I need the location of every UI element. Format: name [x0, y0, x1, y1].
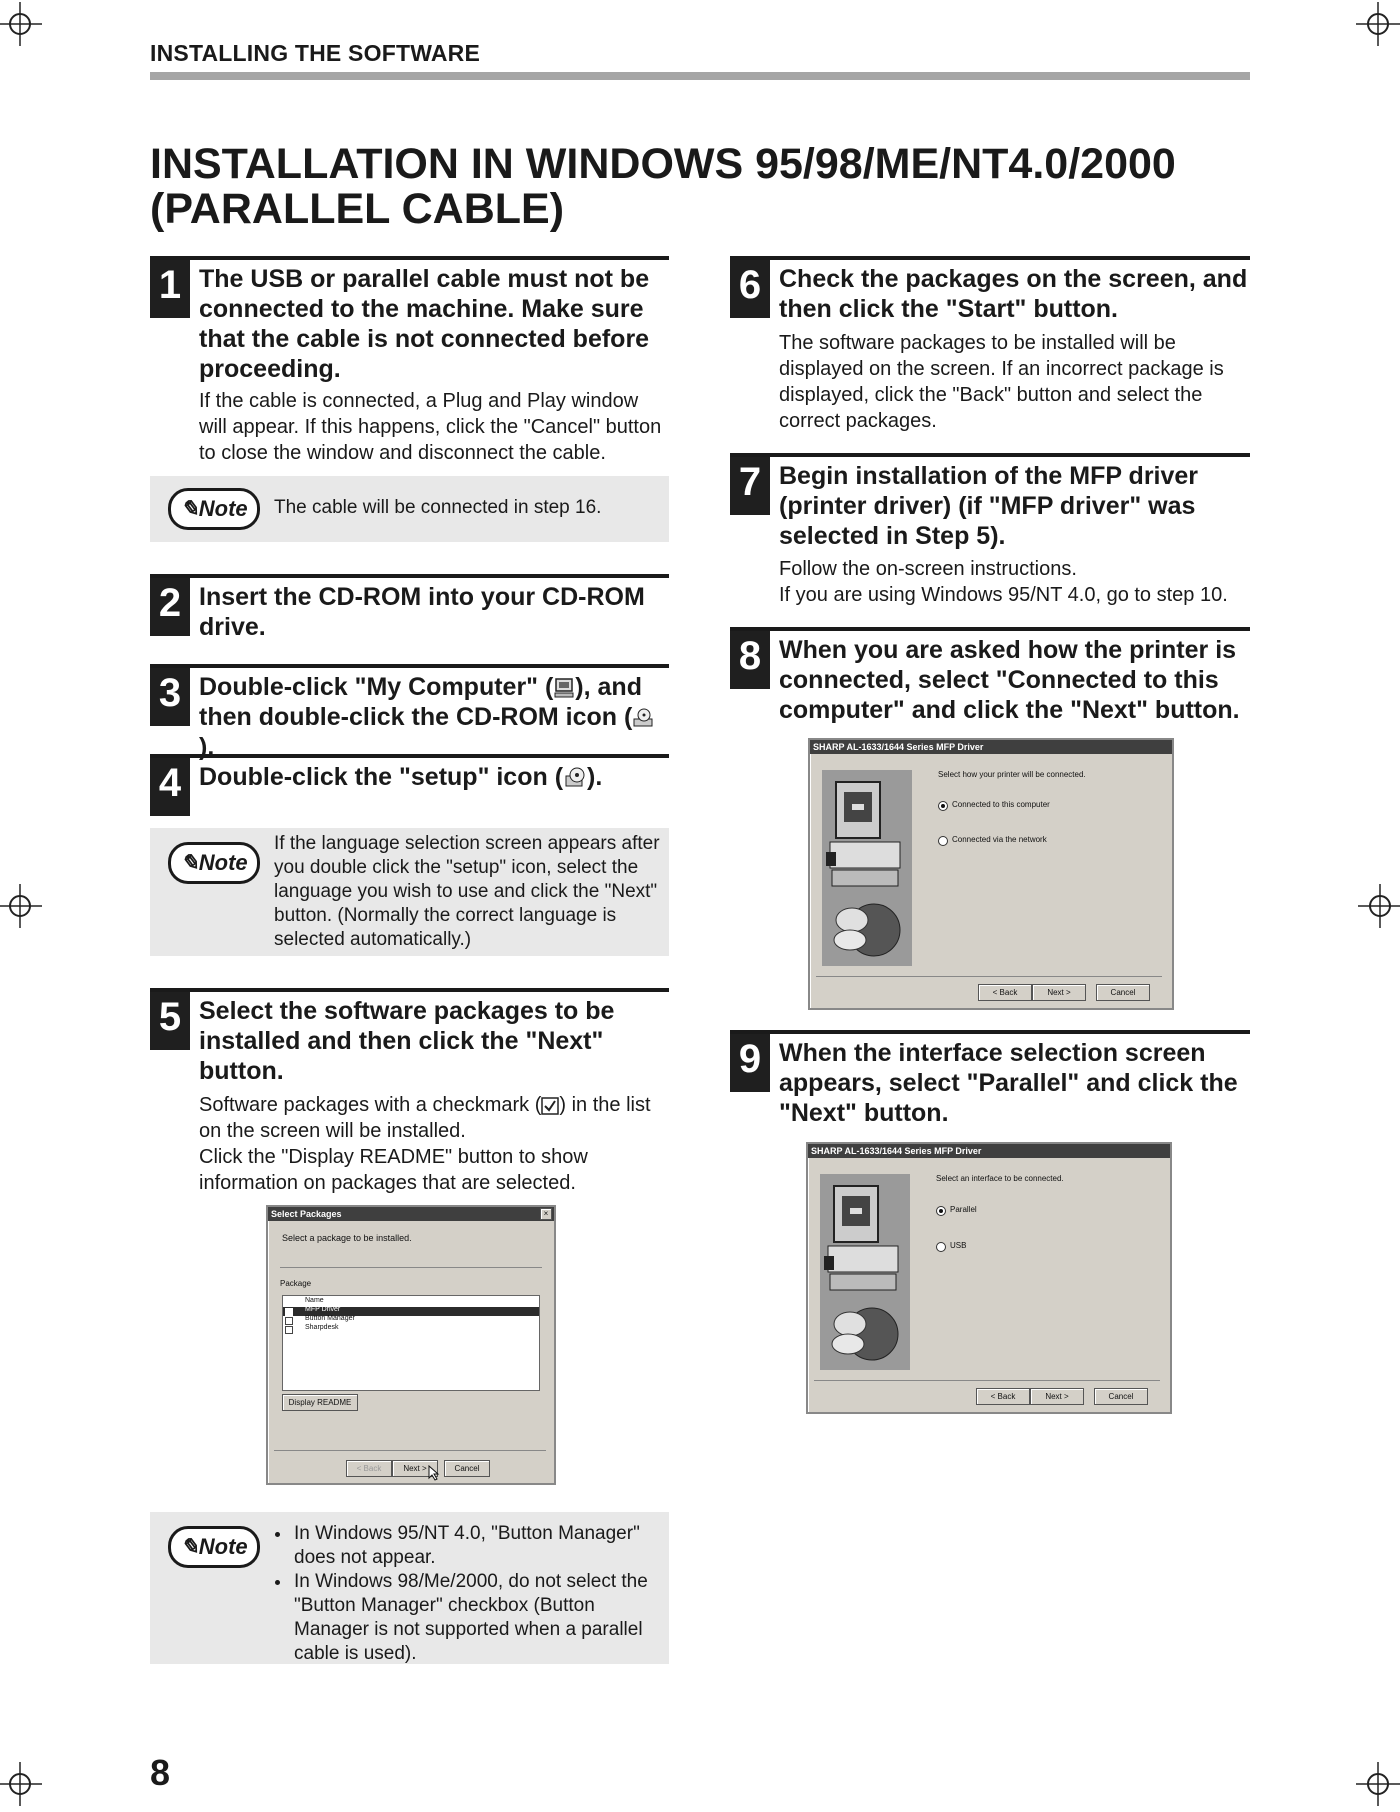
note-text: The cable will be connected in step 16.	[274, 497, 602, 518]
package-item: Sharpdesk	[305, 1324, 339, 1331]
step-number: 7	[730, 457, 770, 515]
step-heading: When you are asked how the printer is connected, select "Connected to this computer" and click the "Next" button.	[779, 636, 1240, 724]
registration-mark-icon	[0, 1762, 42, 1806]
step-body: The software packages to be installed will be displayed on the screen. If an incorrect package is displayed, click the "Back" button and select the correct packages.	[779, 332, 1224, 432]
window-titlebar	[808, 1144, 1170, 1158]
package-column-header: Name	[305, 1297, 324, 1304]
step-heading: When the interface selection screen appears, select "Parallel" and click the "Next" button.	[779, 1039, 1238, 1127]
step-9	[730, 1030, 1250, 1134]
step-body-part: ) in the list on the screen will be installed.	[199, 1094, 651, 1142]
step-heading: Insert the CD-ROM into your CD-ROM drive.	[199, 583, 645, 641]
step-body	[779, 556, 1250, 608]
registration-mark-icon	[0, 2, 42, 46]
note-bullet: • In Windows 95/NT 4.0, "Button Manager" does not appear.	[292, 1522, 663, 1570]
window-titlebar	[268, 1207, 554, 1221]
step-number: 9	[730, 1034, 770, 1092]
note-text: If the language selection screen appears after you double click the "setup" icon, select the language you wish to use and click the "Next" button. (Normally the correct language is selected automatically.)	[274, 833, 660, 950]
radio-label: USB	[950, 1241, 967, 1250]
step-heading	[199, 672, 669, 762]
step-number: 8	[730, 631, 770, 689]
package-list[interactable]	[282, 1295, 540, 1391]
note-badge	[168, 488, 260, 530]
step-body-part: If you are using Windows 95/NT 4.0, go to step 10.	[779, 584, 1228, 606]
printer-computer-image	[820, 1174, 910, 1370]
page-number: 8	[150, 1752, 171, 1793]
page-title-line1: INSTALLATION IN WINDOWS 95/98/ME/NT4.0/2000	[150, 140, 1176, 188]
close-button[interactable]: ×	[540, 1208, 552, 1220]
next-button[interactable]: Next >	[1030, 1388, 1084, 1405]
header-rule	[150, 72, 1250, 80]
registration-mark-icon	[1358, 884, 1400, 928]
radio-usb[interactable]	[936, 1242, 946, 1252]
step-heading-part: Double-click the "setup" icon (	[199, 763, 564, 791]
my-computer-icon	[553, 677, 575, 699]
note-label: Note	[198, 850, 248, 875]
step-body	[199, 1092, 669, 1196]
radio-connected-via-network[interactable]	[938, 836, 948, 846]
step-3	[150, 664, 669, 761]
package-item: Button Manager	[305, 1315, 355, 1322]
step-number: 2	[150, 578, 190, 636]
step-body-part: Software packages with a checkmark (	[199, 1094, 542, 1116]
radio-connected-to-this-computer[interactable]	[938, 801, 948, 811]
radio-label: Connected to this computer	[952, 800, 1050, 809]
step-heading-part: ).	[587, 763, 603, 791]
packages-prompt: Select a package to be installed.	[282, 1233, 412, 1243]
step-2	[150, 574, 669, 640]
registration-mark-icon	[1356, 2, 1400, 46]
step-heading: Begin installation of the MFP driver (printer driver) (if "MFP driver" was selected in Step 5).	[779, 462, 1199, 550]
note-badge	[168, 842, 260, 884]
divider	[814, 1380, 1160, 1381]
registration-mark-icon	[0, 884, 42, 928]
back-button[interactable]: < Back	[976, 1388, 1030, 1405]
step-heading: Select the software packages to be installed and then click the "Next" button.	[199, 997, 615, 1085]
step-heading: Check the packages on the screen, and then click the "Start" button.	[779, 265, 1248, 323]
package-checkbox[interactable]	[285, 1326, 293, 1334]
step-number: 5	[150, 992, 190, 1050]
interface-screenshot	[806, 1142, 1172, 1414]
package-item: MFP Driver	[305, 1306, 341, 1313]
window-title: Select Packages	[271, 1209, 342, 1219]
package-group-label: Package	[280, 1279, 312, 1288]
registration-mark-icon	[1356, 1762, 1400, 1806]
printer-computer-graphic	[822, 770, 912, 966]
page-title	[150, 142, 1250, 232]
printer-computer-image	[822, 770, 912, 966]
note-pencil-icon: ✎	[180, 850, 199, 875]
radio-label: Connected via the network	[952, 835, 1047, 844]
step-8	[730, 627, 1250, 731]
back-button[interactable]: < Back	[978, 984, 1032, 1001]
setup-icon	[563, 766, 587, 790]
step-heading-part: ).	[199, 733, 215, 761]
step-number: 1	[150, 260, 190, 318]
printer-computer-graphic	[820, 1174, 910, 1370]
cancel-button[interactable]: Cancel	[1094, 1388, 1148, 1405]
note-box	[150, 476, 669, 542]
next-button[interactable]: Next >	[392, 1460, 438, 1477]
step-number: 3	[150, 668, 190, 726]
back-button[interactable]: < Back	[346, 1460, 392, 1477]
section-header: INSTALLING THE SOFTWARE	[150, 40, 480, 66]
note-box	[150, 828, 669, 956]
cancel-button[interactable]: Cancel	[444, 1460, 490, 1477]
step-heading	[199, 762, 669, 792]
select-packages-screenshot	[266, 1205, 556, 1485]
note-label: Note	[198, 1534, 248, 1559]
step-heading-part: Double-click "My Computer" (	[199, 673, 554, 701]
connection-screenshot	[808, 738, 1174, 1010]
step-body-part: Follow the on-screen instructions.	[779, 558, 1077, 580]
cd-rom-icon	[632, 707, 654, 729]
package-checkbox[interactable]	[285, 1317, 293, 1325]
next-button[interactable]: Next >	[1032, 984, 1086, 1001]
step-heading-part: ), and then double-click the CD-ROM icon (	[199, 673, 642, 731]
radio-label: Parallel	[950, 1205, 977, 1214]
checkbox-checked-icon	[541, 1097, 559, 1115]
interface-prompt: Select an interface to be connected.	[936, 1174, 1064, 1183]
window-title: SHARP AL-1633/1644 Series MFP Driver	[811, 1146, 982, 1156]
note-pencil-icon: ✎	[180, 496, 199, 521]
step-4	[150, 754, 669, 820]
step-1	[150, 256, 669, 470]
mouse-cursor-icon	[428, 1465, 440, 1481]
display-readme-button[interactable]: Display README	[282, 1394, 358, 1411]
connection-prompt: Select how your printer will be connected.	[938, 770, 1086, 779]
window-titlebar	[810, 740, 1172, 754]
step-number: 6	[730, 260, 770, 318]
page-title-line2: (PARALLEL CABLE)	[150, 185, 565, 233]
note-badge	[168, 1526, 260, 1568]
step-5	[150, 988, 669, 1198]
note-text	[274, 1522, 663, 1666]
step-body: If the cable is connected, a Plug and Play window will appear. If this happens, click the "Cancel" button to close the window and disconnect the cable.	[199, 390, 662, 464]
package-checkbox[interactable]	[285, 1308, 293, 1316]
step-number: 4	[150, 758, 190, 816]
note-label: Note	[198, 496, 248, 521]
step-heading: The USB or parallel cable must not be connected to the machine. Make sure that the cable is not connected before proceeding.	[199, 265, 650, 383]
note-bullet: • In Windows 98/Me/2000, do not select the "Button Manager" checkbox (Button Manager is not supported when a parallel cable is used).	[292, 1570, 663, 1666]
note-box	[150, 1512, 669, 1664]
cancel-button[interactable]: Cancel	[1096, 984, 1150, 1001]
radio-parallel[interactable]	[936, 1206, 946, 1216]
step-body-part: Click the "Display README" button to show information on packages that are selected.	[199, 1146, 588, 1194]
step-6	[730, 256, 1250, 440]
step-7	[730, 453, 1250, 617]
divider	[274, 1450, 546, 1451]
window-title: SHARP AL-1633/1644 Series MFP Driver	[813, 742, 984, 752]
divider	[816, 976, 1162, 977]
note-bullet-list	[274, 1522, 663, 1666]
divider	[280, 1267, 542, 1268]
note-pencil-icon: ✎	[180, 1534, 199, 1559]
